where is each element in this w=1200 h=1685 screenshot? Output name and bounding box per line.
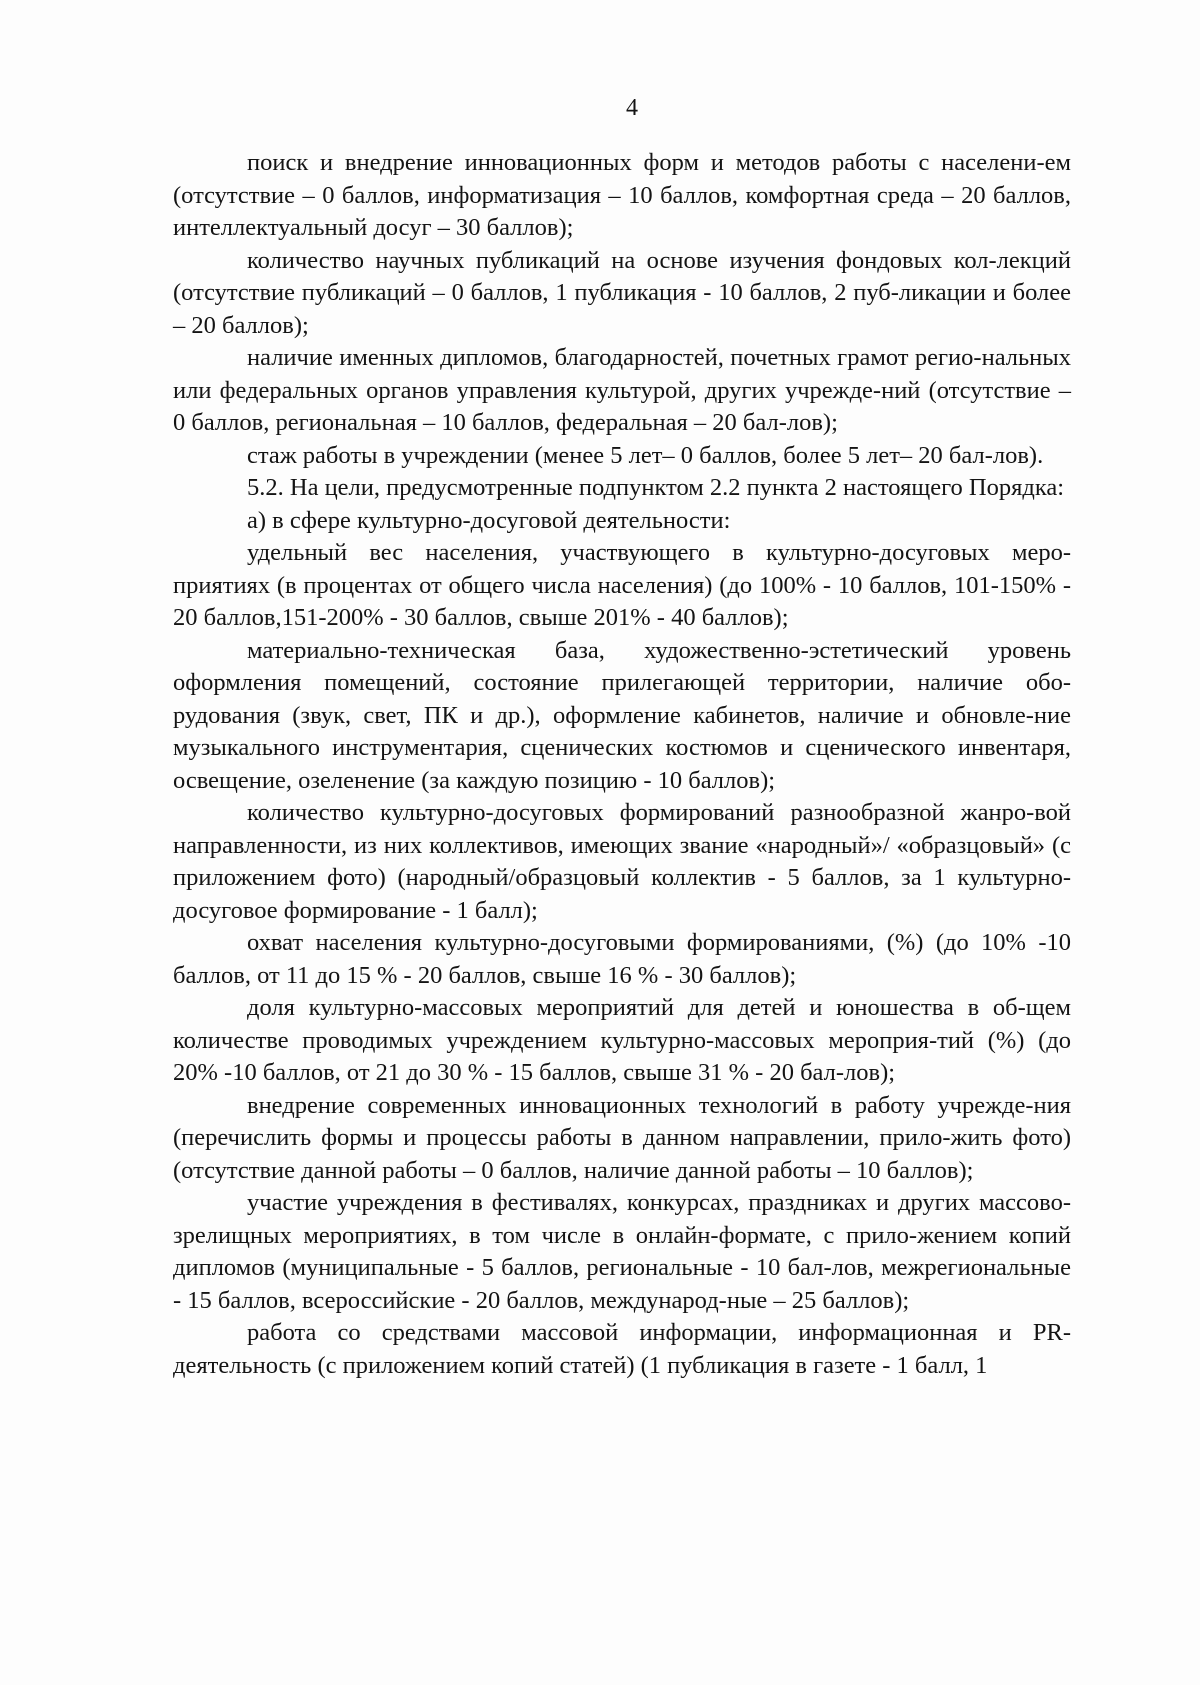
paragraph-festivals: участие учреждения в фестивалях, конкурсах, праздниках и других массово-зрелищных мероприятиях, в том числе в онлайн-формате, с прило-жением копий дипломов (муниципальные - 5 баллов, региональные - 10 бал-лов, межрегиональные - 15 баллов, всероссийские - 20 баллов, международ-ные – 25 баллов); bbox=[173, 1189, 1071, 1314]
paragraph-diplomas: наличие именных дипломов, благодарностей, почетных грамот регио-нальных или федеральных органов управления культурой, других учрежде-ний (отсутствие – 0 баллов, региональная – 10 баллов, федеральная – 20 бал-лов); bbox=[173, 344, 1071, 436]
paragraph-section-5-2: 5.2. На цели, предусмотренные подпунктом 2.2 пункта 2 настоящего Порядка: bbox=[247, 474, 1065, 501]
paragraph-youth-events: доля культурно-массовых мероприятий для детей и юношества в об-щем количестве проводимых учреждением культурно-массовых мероприя-тий (%) (до 20% -10 баллов, от 21 до 30 % - 15 баллов, свыше 31 % - 20 бал-лов); bbox=[173, 994, 1071, 1086]
page-number: 4 bbox=[626, 95, 638, 121]
document-body bbox=[173, 147, 1071, 1382]
paragraph-work-experience: стаж работы в учреждении (менее 5 лет– 0 баллов, более 5 лет– 20 бал-лов). bbox=[247, 441, 1044, 469]
paragraph-population-coverage: охват населения культурно-досуговыми формированиями, (%) (до 10% -10 баллов, от 11 до 15 % - 20 баллов, свыше 16 % - 30 баллов); bbox=[173, 929, 1071, 989]
paragraph-material-base: материально-техническая база, художественно-эстетический уровень оформления помещений, состояние прилегающей территории, наличие обо-рудования (звук, свет, ПК и др.), оформление кабинетов, наличие и обновле-ние музыкального инструментария, сценических костюмов и сценического инвентаря, освещение, озеленение (за каждую позицию - 10 баллов); bbox=[173, 636, 1071, 794]
paragraph-scientific-publications: количество научных публикаций на основе изучения фондовых кол-лекций (отсутствие публикаций – 0 баллов, 1 публикация - 10 баллов, 2 пуб-ликации и более – 20 баллов); bbox=[173, 246, 1071, 339]
paragraph-innovative-technologies: внедрение современных инновационных технологий в работу учрежде-ния (перечислить формы и процессы работы в данном направлении, прило-жить фото) (отсутствие данной работы – 0 баллов, наличие данной работы – 10 баллов); bbox=[173, 1091, 1071, 1184]
paragraph-mass-media: работа со средствами массовой информации, информационная и PR-деятельность (с приложением копий статей) (1 публикация в газете - 1 балл, 1 bbox=[173, 1319, 1071, 1379]
paragraph-population-share: удельный вес населения, участвующего в культурно-досуговых меро-приятиях (в процентах от общего числа населения) (до 100% - 10 баллов, 101-150% - 20 баллов,151-200% - 30 баллов, свыше 201% - 40 баллов); bbox=[173, 539, 1071, 631]
paragraph-cultural-formations: количество культурно-досуговых формирований разнообразной жанро-вой направленности, из них коллективов, имеющих звание «народный»/ «образцовый» (с приложением фото) (народный/образцовый коллектив - 5 баллов, за 1 культурно-досуговое формирование - 1 балл); bbox=[173, 799, 1071, 924]
paragraph-innovative-forms: поиск и внедрение инновационных форм и методов работы с населени-ем (отсутствие – 0 баллов, информатизация – 10 баллов, комфортная среда – 20 баллов, интеллектуальный досуг – 30 баллов); bbox=[173, 149, 1071, 241]
paragraph-subsection-a: а) в сфере культурно-досуговой деятельности: bbox=[247, 506, 731, 534]
